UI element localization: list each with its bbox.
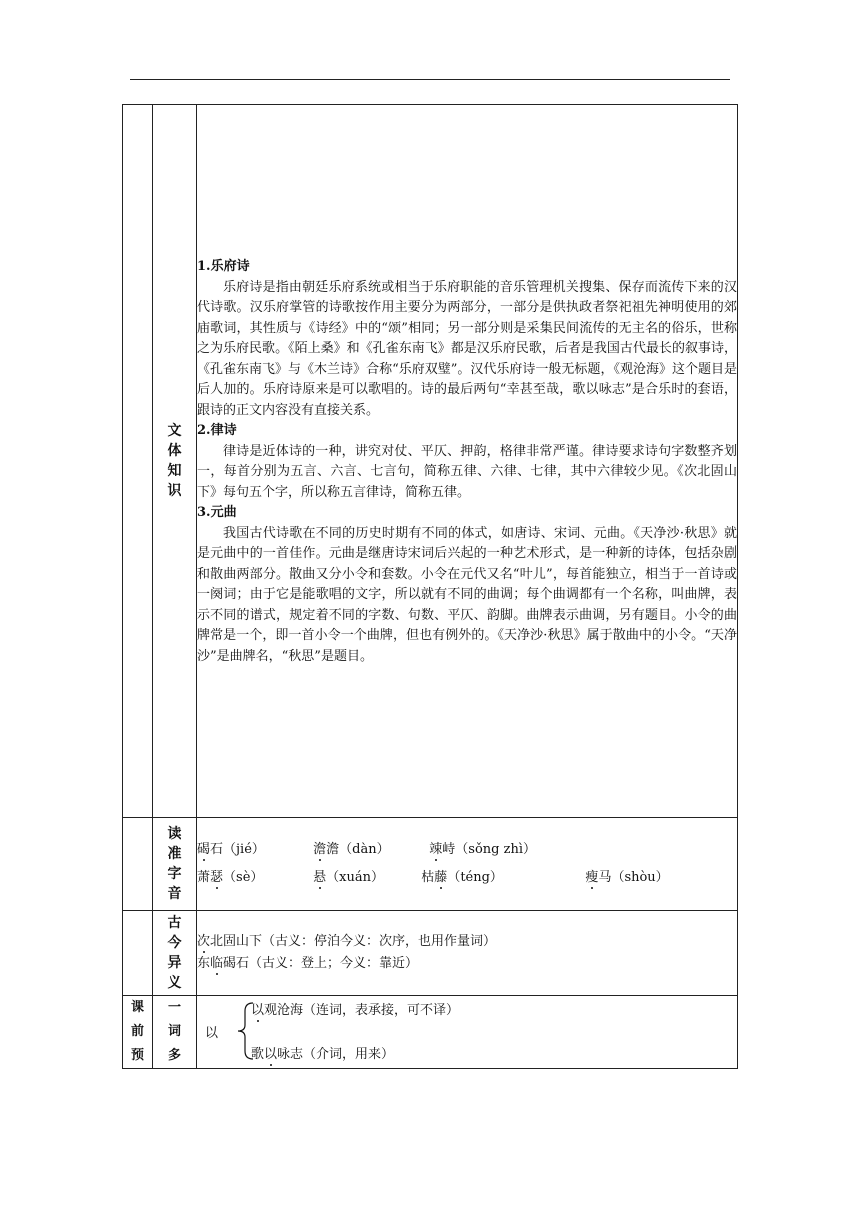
label-char: 识 <box>167 483 182 499</box>
label-outer <box>123 996 153 1069</box>
pronunciation-row <box>197 864 737 892</box>
row-duzhun <box>123 818 738 911</box>
label-wenti <box>153 105 197 818</box>
pron-item: 竦峙（sǒng zhì） <box>429 842 537 857</box>
para-yuefu: 乐府诗是指由朝廷乐府系统或相当于乐府职能的音乐管理机关搜集、保存而流传下来的汉代诗歌。汉乐府掌管的诗歌按作用主要分为两部分，一部分是供执政者祭祀祖先神明使用的郊庙歌词，其性质与《诗经》中的“颂”相同；另一部分则是采集民间流传的无主名的俗乐，世称之为乐府民歌。《陌上桑》和《孔雀东南飞》都是汉乐府民歌，后者是我国古代最长的叙事诗，《孔雀东南飞》与《木兰诗》合称“乐府双璧”。汉代乐府诗一般无标题，《观沧海》这个题目是后人加的。乐府诗原来是可以歌唱的。诗的最后两句“幸甚至哉，歌以咏志”是合乐时的套语，跟诗的正文内容没有直接关系。 <box>197 279 737 418</box>
label-char: 字 <box>167 866 182 882</box>
outer-blank-cell <box>123 105 153 818</box>
label-char: 音 <box>167 886 182 902</box>
heading-yuanqu: 3.元曲 <box>197 505 237 520</box>
label-char: 义 <box>167 975 182 991</box>
label-char: 读 <box>167 826 182 842</box>
pron-item: 萧瑟（sè） <box>197 870 264 885</box>
label-char: 古 <box>167 915 182 931</box>
label-char: 一 <box>167 1000 181 1015</box>
heading-yuefu: 1.乐府诗 <box>197 259 250 274</box>
label-gujin <box>153 911 197 996</box>
pronunciation-row <box>197 836 737 864</box>
row-gujin <box>123 911 738 996</box>
gujin-line: 东临碣石（古义：登上；今义：靠近） <box>197 956 419 971</box>
pron-item: 瘦马（shòu） <box>585 870 669 885</box>
duzhun-content <box>197 818 738 911</box>
row-wenti <box>123 105 738 818</box>
pron-item: 澹澹（dàn） <box>313 842 390 857</box>
heading-lvshi: 2.律诗 <box>197 423 237 438</box>
label-char: 预 <box>130 1048 144 1063</box>
pron-item: 碣石（jié） <box>197 842 265 857</box>
outer-blank-cell <box>123 818 153 911</box>
label-char: 多 <box>167 1048 181 1063</box>
gujin-content <box>197 911 738 996</box>
polysemy-line: 歌以咏志（介词，用来） <box>251 1047 395 1062</box>
yici-content <box>197 996 738 1069</box>
study-table <box>122 104 738 1069</box>
header-rule <box>130 79 730 80</box>
label-char: 文 <box>167 423 182 439</box>
label-char: 准 <box>167 846 182 862</box>
gujin-line: 次北固山下（古义：停泊今义：次序，也用作量词） <box>197 934 497 949</box>
label-char: 课 <box>130 1000 144 1015</box>
pron-item: 枯藤（téng） <box>421 870 503 885</box>
pron-item: 悬（xuán） <box>313 870 384 885</box>
label-char: 体 <box>167 443 182 459</box>
wenti-content <box>197 105 738 818</box>
label-char: 前 <box>130 1024 144 1039</box>
label-char: 今 <box>167 935 182 951</box>
polysemy-word: 以 <box>205 1026 219 1041</box>
polysemy-line: 以观沧海（连词，表承接，可不译） <box>251 1003 460 1018</box>
label-char: 知 <box>167 463 182 479</box>
para-lvshi: 律诗是近体诗的一种，讲究对仗、平仄、押韵，格律非常严谨。律诗要求诗句字数整齐划一，每首分别为五言、六言、七言句，简称五律、六律、七律，其中六律较少见。《次北固山下》每句五个字，所以称五言律诗，简称五律。 <box>197 443 737 500</box>
label-char: 词 <box>167 1024 181 1039</box>
label-char: 异 <box>167 955 182 971</box>
label-duzhun <box>153 818 197 911</box>
label-yici <box>153 996 197 1069</box>
outer-blank-cell <box>123 911 153 996</box>
row-yici <box>123 996 738 1069</box>
para-yuanqu: 我国古代诗歌在不同的历史时期有不同的体式，如唐诗、宋词、元曲。《天净沙·秋思》就是元曲中的一首佳作。元曲是继唐诗宋词后兴起的一种艺术形式，是一种新的诗体，包括杂剧和散曲两部分。散曲又分小令和套数。小令在元代又名“叶儿”，每首能独立，相当于一首诗或一阕词；由于它是能歌唱的文字，所以就有不同的曲调；每个曲调都有一个名称，叫曲牌，表示不同的谱式，规定着不同的字数、句数、平仄、韵脚。曲牌表示曲调，另有题目。小令的曲牌常是一个，即一首小令一个曲牌，但也有例外的。《天净沙·秋思》属于散曲中的小令。“天净沙”是曲牌名，“秋思”是题目。 <box>197 525 737 664</box>
